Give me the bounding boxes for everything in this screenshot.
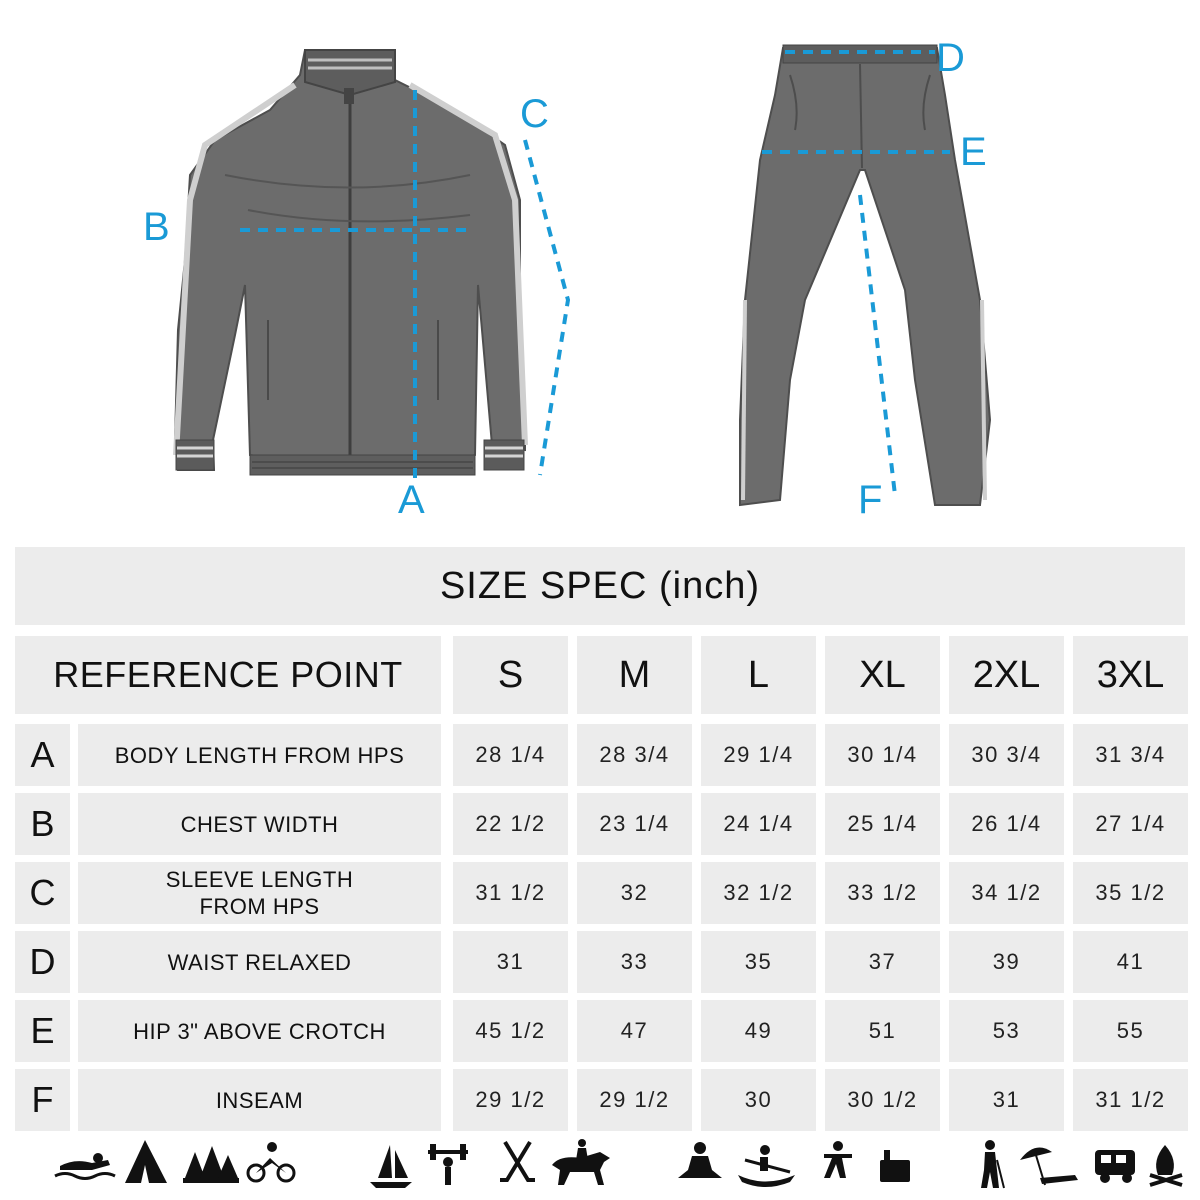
stretching-icon [824, 1141, 852, 1178]
table-cell: 27 1/4 [1073, 793, 1188, 855]
table-cell: 25 1/4 [825, 793, 940, 855]
camping-tent-icon [125, 1140, 167, 1183]
hockey-icon [500, 1142, 535, 1180]
row-key-a: A [15, 724, 70, 786]
table-cell: 47 [577, 1000, 692, 1062]
label-b: B [143, 205, 170, 249]
table-cell: 33 [577, 931, 692, 993]
table-cell: 37 [825, 931, 940, 993]
row-key-d: D [15, 931, 70, 993]
size-header-2xl: 2XL [949, 636, 1064, 714]
table-cell: 51 [825, 1000, 940, 1062]
horse-riding-icon [552, 1139, 610, 1185]
table-cell: 24 1/4 [701, 793, 816, 855]
row-label-a: BODY LENGTH FROM HPS [78, 724, 441, 786]
table-cell: 49 [701, 1000, 816, 1062]
table-cell: 55 [1073, 1000, 1188, 1062]
beach-umbrella-icon [1020, 1148, 1078, 1186]
table-cell: 30 1/4 [825, 724, 940, 786]
table-cell: 35 1/2 [1073, 862, 1188, 924]
label-a: A [398, 478, 425, 522]
sailing-icon [370, 1145, 412, 1188]
luggage-icon [880, 1150, 910, 1182]
table-cell: 26 1/4 [949, 793, 1064, 855]
table-cell: 35 [701, 931, 816, 993]
row-label-e: HIP 3" ABOVE CROTCH [78, 1000, 441, 1062]
campfire-icon [1150, 1145, 1182, 1185]
weightlifting-icon [428, 1144, 468, 1185]
table-title: SIZE SPEC (inch) [15, 547, 1185, 625]
table-cell: 31 [453, 931, 568, 993]
label-c: C [520, 92, 549, 136]
table-cell: 31 1/2 [1073, 1069, 1188, 1131]
table-cell: 41 [1073, 931, 1188, 993]
table-cell: 30 1/2 [825, 1069, 940, 1131]
table-cell: 23 1/4 [577, 793, 692, 855]
table-cell: 34 1/2 [949, 862, 1064, 924]
row-label-c-line2: FROM HPS [199, 894, 320, 919]
size-header-s: S [453, 636, 568, 714]
jacket-drawing [175, 50, 525, 475]
yoga-icon [678, 1142, 722, 1178]
row-label-c [78, 862, 441, 924]
row-label-f: INSEAM [78, 1069, 441, 1131]
table-cell: 53 [949, 1000, 1064, 1062]
label-f: F [858, 478, 883, 522]
pants-drawing [740, 45, 990, 505]
swimming-icon [55, 1153, 115, 1179]
camper-van-icon [1095, 1150, 1135, 1183]
activity-icons-strip [0, 1135, 1200, 1200]
table-cell: 30 3/4 [949, 724, 1064, 786]
table-cell: 29 1/2 [577, 1069, 692, 1131]
label-d: D [936, 36, 965, 80]
row-key-c: C [15, 862, 70, 924]
row-key-e: E [15, 1000, 70, 1062]
table-cell: 29 1/2 [453, 1069, 568, 1131]
size-header-xl: XL [825, 636, 940, 714]
table-cell: 31 1/2 [453, 862, 568, 924]
table-cell: 32 1/2 [701, 862, 816, 924]
reference-point-header: REFERENCE POINT [15, 636, 441, 714]
table-cell: 22 1/2 [453, 793, 568, 855]
table-cell: 28 3/4 [577, 724, 692, 786]
size-header-3xl: 3XL [1073, 636, 1188, 714]
table-cell: 30 [701, 1069, 816, 1131]
label-e: E [960, 130, 987, 174]
table-cell: 33 1/2 [825, 862, 940, 924]
table-cell: 29 1/4 [701, 724, 816, 786]
garment-illustration [0, 0, 1200, 540]
table-cell: 32 [577, 862, 692, 924]
row-label-c-line1: SLEEVE LENGTH [165, 867, 354, 892]
table-cell: 28 1/4 [453, 724, 568, 786]
kayaking-icon [738, 1145, 795, 1187]
size-header-l: L [701, 636, 816, 714]
table-cell: 45 1/2 [453, 1000, 568, 1062]
cycling-icon [248, 1142, 294, 1181]
table-cell: 31 [949, 1069, 1064, 1131]
forest-icon [183, 1146, 239, 1183]
row-key-f: F [15, 1069, 70, 1131]
table-cell: 39 [949, 931, 1064, 993]
row-label-b: CHEST WIDTH [78, 793, 441, 855]
size-header-m: M [577, 636, 692, 714]
table-cell: 31 3/4 [1073, 724, 1188, 786]
golf-icon [981, 1140, 1004, 1188]
row-key-b: B [15, 793, 70, 855]
row-label-d: WAIST RELAXED [78, 931, 441, 993]
